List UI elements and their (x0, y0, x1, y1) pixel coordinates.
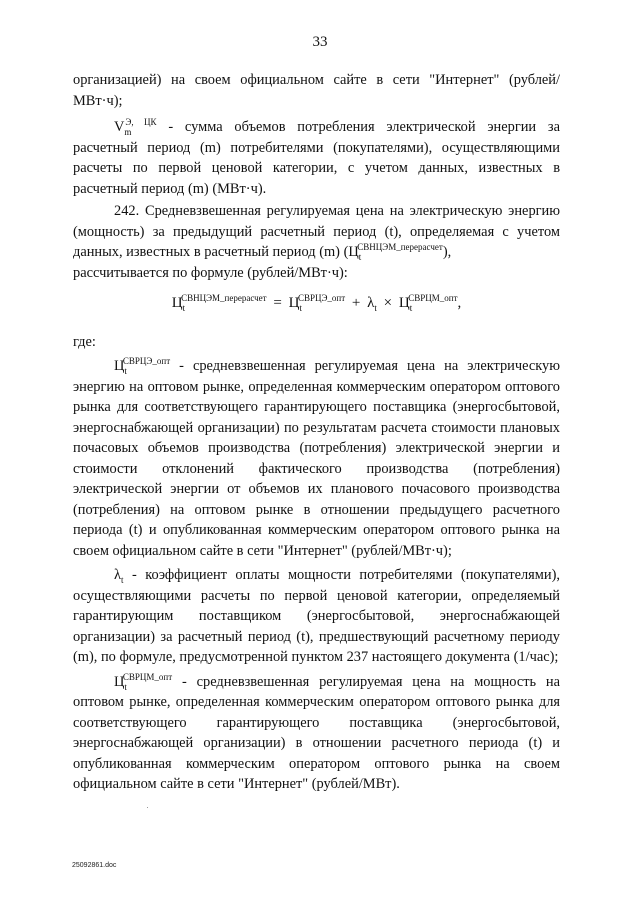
symbol-c-power: Ц (114, 673, 125, 690)
paragraph-242 (73, 201, 560, 263)
formula-lhs-sup: СВНЦЭМ_перерасчет (181, 293, 267, 303)
footer-doc-id: 25092861.doc (72, 862, 117, 869)
paragraph-formula-intro: рассчитывается по формуле (рублей/МВт·ч): (73, 264, 348, 281)
formula-term1-sub: t (299, 303, 302, 313)
definition-v-consumption (73, 117, 560, 199)
definition-lambda (73, 565, 560, 668)
symbol-v-sup: Э, ЦК (125, 117, 157, 128)
symbol-c-recalc-sub: t (358, 251, 362, 262)
formula-term3-sup: СВРЦМ_опт (408, 293, 458, 303)
page-number: 33 (312, 34, 328, 50)
symbol-lambda-sub: t (120, 574, 124, 585)
definition-lambda-text: - коэффициент оплаты мощности потребителями (покупателями), осуществляющими расчеты по первой ценовой категории, определяемый гарантирующим поставщиком (энергосбытовой, энергоснабжающей организации) за расчетный период (t), предшествующий расчетному периоду (m), по формуле, предусмотренной пунктом 237 настоящего документа (1/час); (73, 567, 560, 665)
formula-lhs-sub: t (182, 303, 186, 313)
symbol-v: V (114, 119, 125, 135)
paragraph-continuation: организацией) на своем официальном сайте в сети "Интернет" (рублей/МВт·ч); (73, 72, 560, 109)
paragraph-242-text: 242. Средневзвешенная регулируемая цена на электрическую энергию (мощность) за предыдущий расчетный период (t), определяемая с учетом данных, известных в расчетный период (m) ( (73, 203, 560, 260)
document-body (73, 70, 560, 795)
symbol-c-energy-sub: t (124, 365, 127, 376)
formula-term1-sup: СВРЦЭ_опт (297, 293, 346, 303)
formula-term3-sub: t (409, 303, 413, 313)
symbol-c-power-sup: СВРЦМ_опт (122, 671, 173, 682)
symbol-v-sub: m (124, 126, 132, 137)
definition-c-energy (73, 356, 560, 561)
formula-term1: Ц (288, 295, 300, 311)
definition-v-text: - сумма объемов потребления электрической энергии за расчетный период (m) потребителями (покупателями), осуществляющими расчеты по первой ценовой категории, с учетом данных, известных в расчетный период (m) (МВт·ч). (73, 119, 560, 197)
formula-term3: Ц (398, 295, 410, 311)
formula (73, 293, 560, 314)
formula-plus: + (351, 295, 361, 311)
formula-term2-sub: t (374, 303, 377, 313)
definition-c-power (73, 672, 560, 795)
where-label: где: (73, 333, 96, 350)
symbol-c-energy-sup: СВРЦЭ_опт (122, 356, 171, 367)
symbol-c-power-sub: t (124, 681, 127, 692)
scan-dot (147, 807, 148, 808)
symbol-c-energy: Ц (114, 358, 125, 374)
paragraph-242-end: ), (442, 244, 452, 260)
definition-c-energy-text: - средневзвешенная регулируемая цена на электрическую энергию на оптовом рынке, определенная коммерческим оператором оптового рынка для соответствующего гарантирующего поставщика (энергосбытовой, энергоснабжающей организации) по результатам расчета стоимости плановых почасовых объемов производства (потребления) электрической энергии и стоимости отклонений фактического производства (потребления) электрической энергии от объемов их планового почасового производства (потребления) на оптовом рынке в отношении предыдущего расчетного периода (t) и опубликованная коммерческим оператором оптового рынка на своем официальном сайте в сети "Интернет" (рублей/МВт·ч); (73, 358, 560, 559)
formula-lhs: Ц (171, 295, 183, 311)
symbol-c-recalc: Ц (348, 244, 359, 260)
formula-equals: = (273, 295, 282, 311)
symbol-c-recalc-sup: СВНЦЭМ_перерасчет (357, 242, 443, 253)
definition-c-power-text: - средневзвешенная регулируемая цена на мощность на оптовом рынке, определенная коммерческим оператором оптового рынка для соответствующего гарантирующего поставщика (энергосбытовой, энергоснабжающей организации) в отношении расчетного периода (t) и опубликованная коммерческим оператором оптового рынка на своем официальном сайте в сети "Интернет" (рублей/МВт). (73, 673, 560, 792)
symbol-lambda: λ (114, 567, 121, 583)
formula-end: , (457, 295, 462, 311)
formula-times: × (383, 295, 393, 311)
formula-term2: λ (367, 295, 375, 311)
